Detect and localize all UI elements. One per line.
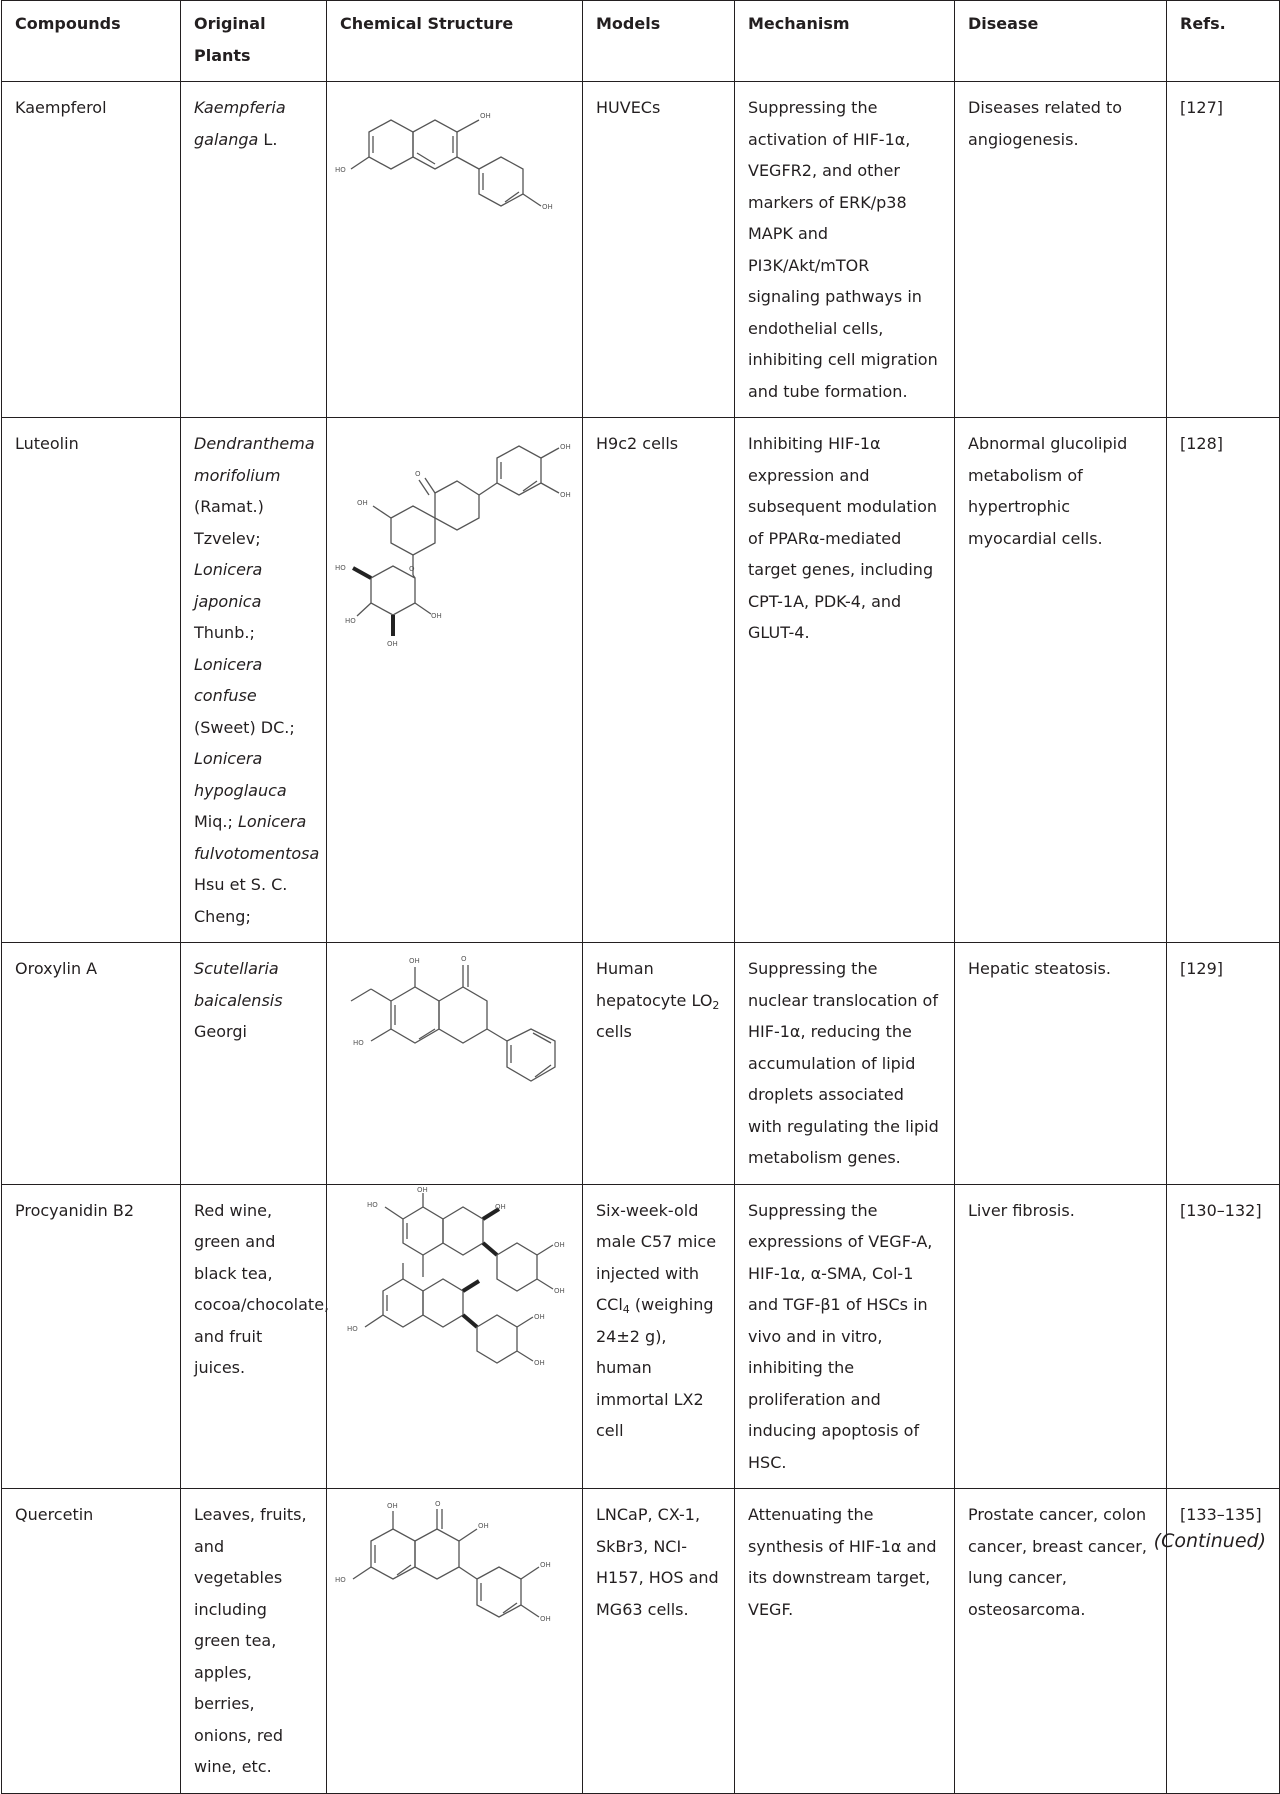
svg-text:HO: HO [367,1200,378,1209]
disease: Hepatic steatosis. [955,943,1167,1185]
refs: [129] [1167,943,1280,1185]
compound-name: Oroxylin A [2,943,181,1185]
svg-text:OH: OH [478,1522,489,1530]
models-text: Human hepatocyte LO [596,959,713,1010]
svg-text:HO: HO [347,1324,358,1333]
models-subscript: 2 [712,998,720,1012]
header-models: Models [583,1,735,82]
plant-species: Lonicera fulvotomentosa [194,812,320,863]
chemical-structure-image [327,943,583,1185]
svg-text:O: O [415,470,421,478]
svg-text:O: O [461,955,467,963]
svg-text:OH: OH [387,640,398,648]
svg-text:OH: OH [357,499,368,507]
refs: [127] [1167,82,1280,418]
plant-authority: Miq.; [194,812,233,831]
svg-text:OH: OH [495,1202,506,1211]
table-row [2,82,1280,418]
chemical-structure-image [327,1489,583,1794]
original-plants: Leaves, fruits, and vegetables including green tea, apples, berries, onions, red wine, etc. [181,1489,327,1794]
svg-text:OH: OH [542,203,553,211]
svg-text:HO: HO [345,617,356,625]
header-mechanism: Mechanism [735,1,955,82]
models: H9c2 cells [583,418,735,943]
svg-text:OH: OH [417,1185,428,1194]
svg-text:OH: OH [409,957,420,965]
svg-text:HO: HO [353,1039,364,1047]
original-plants [181,943,327,1185]
header-refs: Refs. [1167,1,1280,82]
header-original-plants: Original Plants [181,1,327,82]
models [583,1184,735,1489]
chemical-structure-image [327,1184,583,1489]
svg-text:HO: HO [335,564,346,572]
models-text: Six-week-old male C57 mice injected with CCl [596,1200,717,1314]
refs: [130–132] [1167,1184,1280,1489]
mechanism: Suppressing the expressions of VEGF-A, HIF-1α, α-SMA, Col-1 and TGF-β1 of HSCs in vivo and in vitro, inhibiting the proliferation and inducing apoptosis of HSC. [735,1184,955,1489]
plant-authority: L. [258,129,278,149]
svg-text:OH: OH [554,1240,565,1249]
svg-text:OH: OH [540,1561,551,1569]
plant-species: Kaempferia galanga [194,98,286,149]
plant-authority: Hsu et S. C. Cheng; [194,875,288,926]
header-disease: Disease [955,1,1167,82]
svg-text:OH: OH [534,1312,545,1321]
chemical-structure-image [327,418,583,943]
continued-note: (Continued) [1153,1530,1266,1552]
svg-text:OH: OH [560,491,571,499]
header-chemical-structure: Chemical Structure [327,1,583,82]
models: HUVECs [583,82,735,418]
plant-species: Lonicera confuse [194,654,263,705]
disease: Abnormal glucolipid metabolism of hypertrophic myocardial cells. [955,418,1167,943]
svg-text:OH: OH [431,612,442,620]
svg-text:OH: OH [480,112,491,120]
plant-authority: Thunb.; [194,623,255,642]
svg-text:OH: OH [554,1286,565,1295]
disease: Diseases related to angiogenesis. [955,82,1167,418]
svg-text:HO: HO [335,1576,346,1584]
plant-authority: Georgi [194,1022,247,1041]
original-plants [181,418,327,943]
disease: Prostate cancer, colon cancer, breast cancer, lung cancer, osteosarcoma. [955,1489,1167,1794]
compound-name: Luteolin [2,418,181,943]
svg-text:O: O [409,565,415,573]
svg-text:OH: OH [540,1615,551,1623]
plant-species: Lonicera hypoglauca [194,749,287,800]
table-row [2,418,1280,943]
models-text: cells [596,1022,632,1041]
original-plants: Red wine, green and black tea, cocoa/chocolate, and fruit juices. [181,1184,327,1489]
svg-text:O: O [435,1500,441,1508]
mechanism: Suppressing the nuclear translocation of HIF-1α, reducing the accumulation of lipid droplets associated with regulating the lipid metabolism genes. [735,943,955,1185]
table-row [2,1184,1280,1489]
mechanism: Suppressing the activation of HIF-1α, VEGFR2, and other markers of ERK/p38 MAPK and PI3K/Akt/mTOR signaling pathways in endothelial cells, inhibiting cell migration and tube formation. [735,82,955,418]
plant-authority: (Ramat.) Tzvelev; [194,497,264,548]
svg-text:OH: OH [560,443,571,451]
models-subscript: 4 [622,1303,630,1316]
table-row [2,1489,1280,1794]
models-text: (weighing 24±2 g), human immortal LX2 cell [596,1295,714,1440]
compound-name: Procyanidin B2 [2,1184,181,1489]
svg-text:HO: HO [335,166,346,174]
chemical-structure-image [327,82,583,418]
svg-text:OH: OH [387,1502,398,1510]
mechanism: Inhibiting HIF-1α expression and subsequent modulation of PPARα-mediated target genes, including CPT-1A, PDK-4, and GLUT-4. [735,418,955,943]
original-plants [181,82,327,418]
header-compounds: Compounds [2,1,181,82]
models: LNCaP, CX-1, SkBr3, NCI-H157, HOS and MG63 cells. [583,1489,735,1794]
compound-name: Kaempferol [2,82,181,418]
plant-species: Scutellaria baicalensis [194,959,283,1010]
mechanism: Attenuating the synthesis of HIF-1α and its downstream target, VEGF. [735,1489,955,1794]
plant-species: Dendranthema morifolium [194,434,315,485]
disease: Liver fibrosis. [955,1184,1167,1489]
plant-species: Lonicera japonica [194,560,263,611]
header-row [2,1,1280,82]
refs: [133–135] [1167,1489,1280,1794]
table-row [2,943,1280,1185]
svg-text:OH: OH [534,1358,545,1367]
refs: [128] [1167,418,1280,943]
compounds-table [1,0,1280,1794]
plant-authority: (Sweet) DC.; [194,717,295,737]
models [583,943,735,1185]
compound-name: Quercetin [2,1489,181,1794]
